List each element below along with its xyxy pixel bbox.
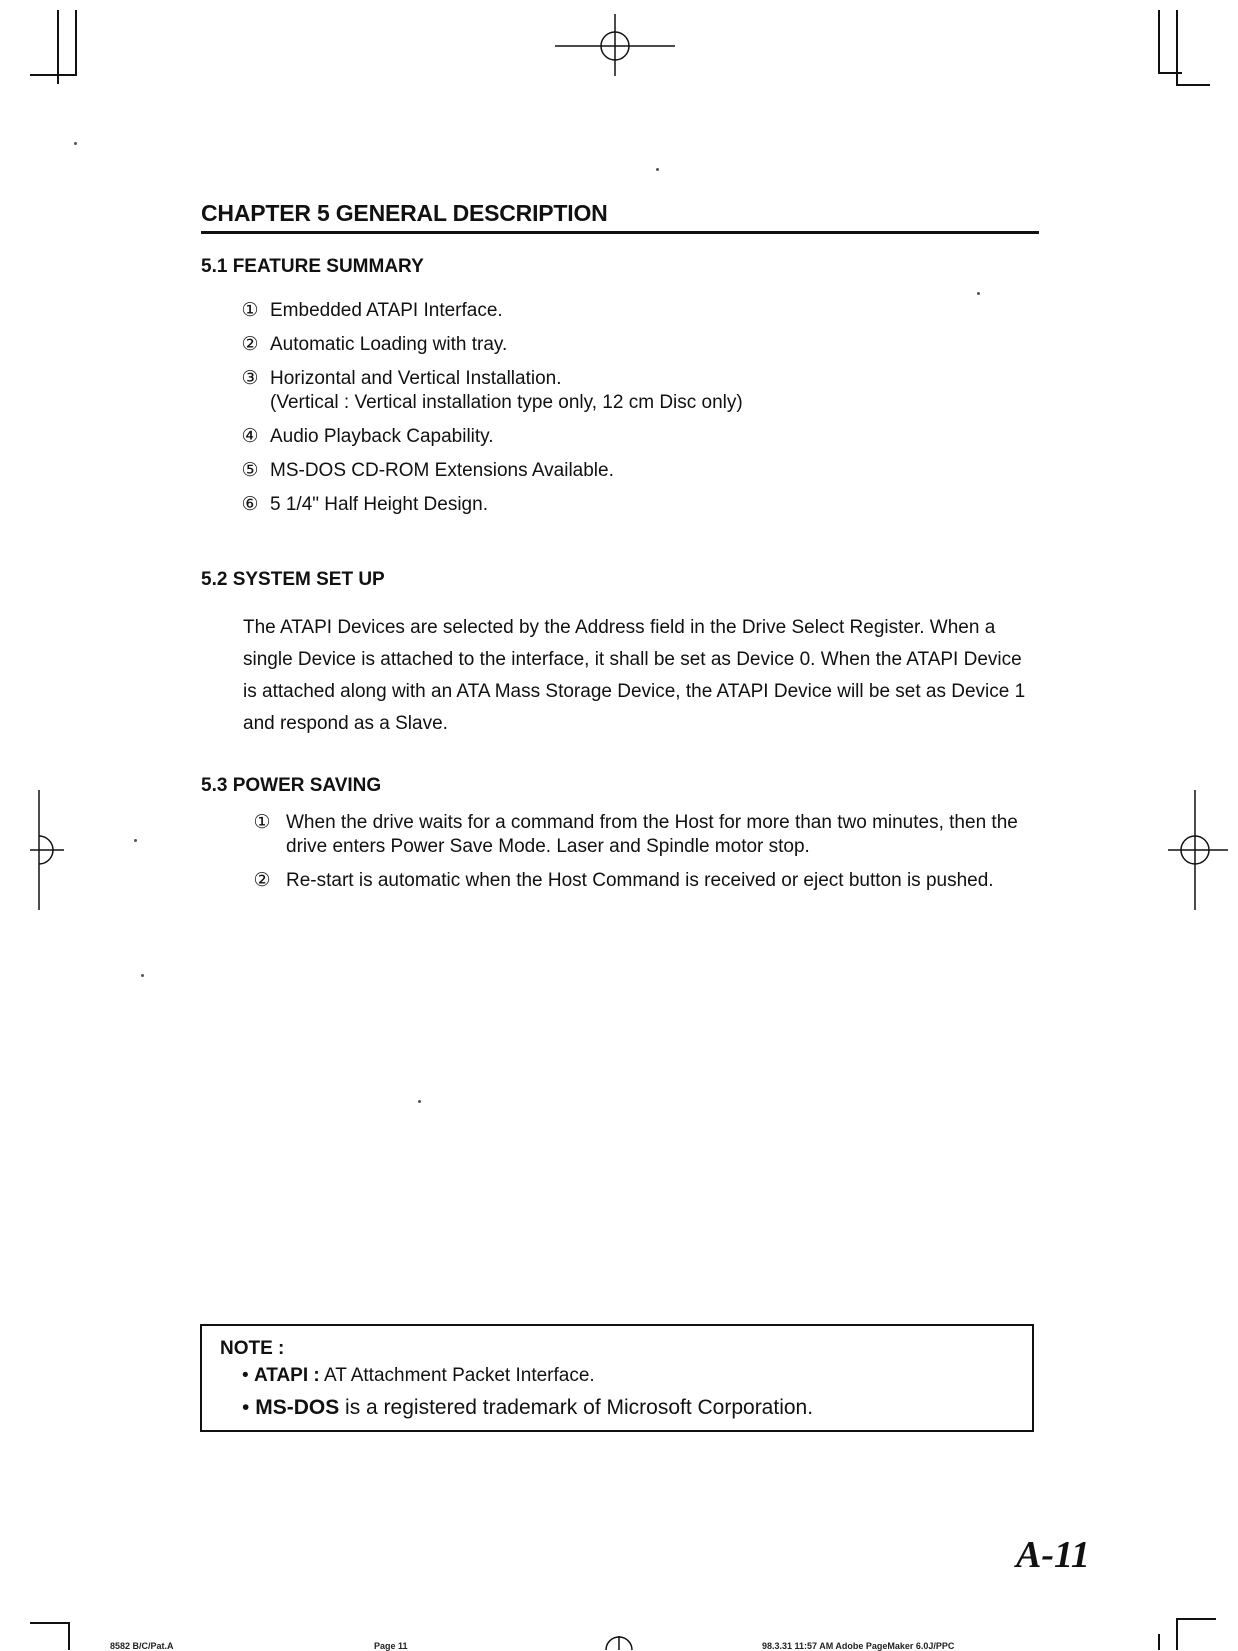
list-item-text: Automatic Loading with tray. [270, 334, 508, 355]
power-saving-list [250, 811, 1040, 893]
note-title: NOTE : [220, 1338, 285, 1359]
note-text: is a registered trademark of Microsoft Corporation. [339, 1396, 814, 1419]
footer-left: 8582 B/C/Pat.A [110, 1641, 174, 1651]
scan-speck [977, 292, 980, 295]
list-item-number: ③ [241, 368, 259, 389]
registration-mark-right [1168, 790, 1228, 920]
list-item-text: Audio Playback Capability. [270, 426, 494, 447]
list-item [238, 333, 1038, 357]
list-item [238, 459, 1038, 483]
note-box [200, 1324, 1034, 1432]
list-item-number: ② [253, 870, 271, 891]
section-heading-power-saving: 5.3 POWER SAVING [201, 775, 382, 796]
list-item-text: 5 1/4" Half Height Design. [270, 494, 488, 515]
list-item-number: ① [253, 812, 271, 833]
scan-speck [141, 974, 144, 977]
list-item [238, 367, 1038, 415]
scan-speck [418, 1100, 421, 1103]
list-item [250, 811, 1040, 859]
section-heading-system-setup: 5.2 SYSTEM SET UP [201, 569, 385, 590]
note-bullet: • [242, 1396, 250, 1419]
registration-mark-bottom [598, 1636, 640, 1650]
note-term: MS-DOS [255, 1396, 340, 1419]
list-item-text: Re-start is automatic when the Host Command is received or eject button is pushed. [286, 870, 994, 891]
scan-speck [656, 168, 659, 171]
registration-mark-top [555, 10, 675, 90]
list-item-number: ② [241, 334, 259, 355]
note-line-atapi [242, 1365, 595, 1387]
list-item [238, 299, 1038, 323]
list-item-text: When the drive waits for a command from the Host for more than two minutes, then the drive enters Power Save Mode. Laser and Spindle motor stop. [286, 812, 1018, 857]
section-heading-feature-summary: 5.1 FEATURE SUMMARY [201, 256, 424, 277]
note-term: ATAPI : [253, 1365, 320, 1386]
footer-right: 98.3.31 11:57 AM Adobe PageMaker 6.0J/PPC [762, 1641, 955, 1651]
note-bullet: • [242, 1365, 249, 1386]
page-number: A-11 [1016, 1534, 1090, 1576]
note-text: AT Attachment Packet Interface. [319, 1365, 595, 1386]
scan-speck [134, 839, 137, 842]
list-item-number: ⑤ [241, 460, 259, 481]
list-item-text: MS-DOS CD-ROM Extensions Available. [270, 460, 614, 481]
chapter-title: CHAPTER 5 GENERAL DESCRIPTION [201, 200, 1039, 234]
list-item-number: ④ [241, 426, 259, 447]
list-item [238, 425, 1038, 449]
list-item-number: ① [241, 300, 259, 321]
scan-speck [74, 142, 77, 145]
system-setup-paragraph: The ATAPI Devices are selected by the Address field in the Drive Select Register. When a single Device is attached to the interface, it shall be set as Device 0. When the ATAPI Device is attached along with an ATA Mass Storage Device, the ATAPI Device will be set as Device 1 and respond as a Slave. [243, 617, 1026, 734]
list-item-text: Horizontal and Vertical Installation. [270, 368, 562, 389]
note-line-msdos [242, 1396, 813, 1420]
list-item [238, 493, 1038, 517]
list-item-text: Embedded ATAPI Interface. [270, 300, 503, 321]
registration-mark-left [30, 790, 70, 920]
list-item-number: ⑥ [241, 494, 259, 515]
feature-list [238, 299, 1038, 517]
footer-center: Page 11 [374, 1641, 408, 1651]
list-item [250, 869, 1040, 893]
list-item-subtext: (Vertical : Vertical installation type only, 12 cm Disc only) [270, 392, 743, 413]
